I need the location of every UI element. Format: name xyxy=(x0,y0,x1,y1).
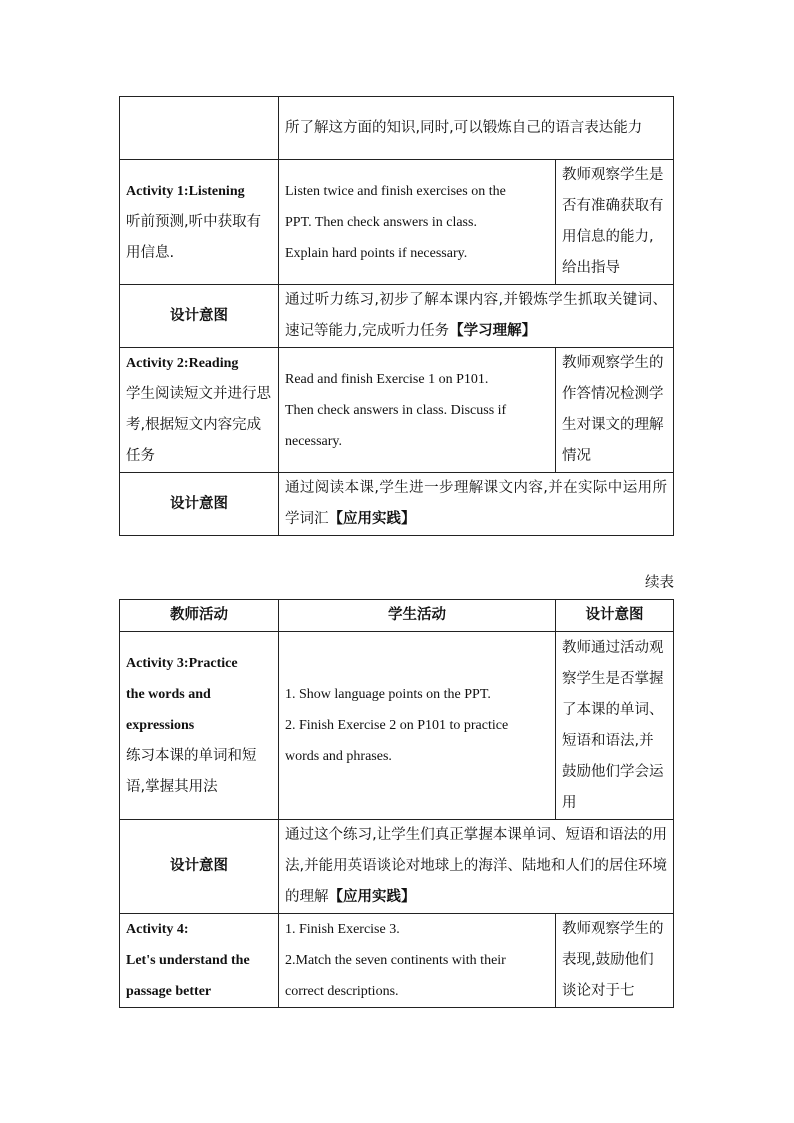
student-activity-cell xyxy=(279,632,556,820)
activity-title: Let's understand the xyxy=(126,953,250,968)
table-header-row xyxy=(120,600,674,632)
student-line: necessary. xyxy=(285,433,343,449)
design-intent-label: 设计意图 xyxy=(120,820,279,914)
activity-description: 学生阅读短文并进行思考,根据短文内容完成任务 xyxy=(126,386,271,464)
table-row xyxy=(120,160,674,285)
lesson-table-bottom xyxy=(119,599,674,1008)
student-line: 2.Match the seven continents with their xyxy=(285,953,506,968)
table-row xyxy=(120,820,674,914)
design-intent-label: 设计意图 xyxy=(120,473,279,536)
student-line: Then check answers in class. Discuss if xyxy=(285,402,507,418)
intent-cell: 教师观察学生的作答情况检测学生对课文的理解情况 xyxy=(556,348,674,473)
header-teacher-activity: 教师活动 xyxy=(120,600,279,632)
student-activity-cell xyxy=(279,914,556,1008)
table-row xyxy=(120,285,674,348)
student-line: 1. Finish Exercise 3. xyxy=(285,922,400,937)
design-intent-tag: 【学习理解】 xyxy=(449,323,537,339)
design-intent-text xyxy=(279,820,674,914)
student-line: Read and finish Exercise 1 on P101. xyxy=(285,371,489,387)
activity-title: the words and xyxy=(126,687,211,702)
lesson-table-top xyxy=(119,96,674,536)
table-row xyxy=(120,632,674,820)
teacher-activity-cell xyxy=(120,632,279,820)
student-activity-cell xyxy=(279,160,556,285)
student-line: 1. Show language points on the PPT. xyxy=(285,687,491,702)
empty-cell xyxy=(120,97,279,160)
design-intent-label: 设计意图 xyxy=(120,285,279,348)
intent-cell: 教师观察学生是否有准确获取有用信息的能力,给出指导 xyxy=(556,160,674,285)
student-line: Explain hard points if necessary. xyxy=(285,245,468,261)
table-row xyxy=(120,97,674,160)
intent-cell: 教师通过活动观察学生是否掌握了本课的单词、短语和语法,并鼓励他们学会运用 xyxy=(556,632,674,820)
table-row xyxy=(120,348,674,473)
design-intent-tag: 【应用实践】 xyxy=(328,889,416,905)
header-design-intent: 设计意图 xyxy=(556,600,674,632)
design-intent-text xyxy=(279,285,674,348)
activity-description: 练习本课的单词和短语,掌握其用法 xyxy=(126,748,257,795)
design-intent-body: 通过这个练习,让学生们真正掌握本课单词、短语和语法的用法,并能用英语谈论对地球上的海洋、陆地和人们的居住环境的理解 xyxy=(285,827,667,905)
design-intent-tag: 【应用实践】 xyxy=(328,511,416,527)
activity-title: Activity 2:Reading xyxy=(126,356,239,371)
header-student-activity: 学生活动 xyxy=(279,600,556,632)
student-activity-cell xyxy=(279,348,556,473)
design-intent-text xyxy=(279,473,674,536)
student-line: correct descriptions. xyxy=(285,984,399,999)
table-row xyxy=(120,914,674,1008)
continued-label: 续表 xyxy=(645,575,674,591)
activity-title: passage better xyxy=(126,984,212,999)
teacher-activity-cell xyxy=(120,914,279,1008)
student-line: 2. Finish Exercise 2 on P101 to practice xyxy=(285,718,509,733)
student-line: PPT. Then check answers in class. xyxy=(285,214,477,230)
activity-title: expressions xyxy=(126,718,195,733)
activity-title: Activity 4: xyxy=(126,922,189,937)
intent-cell: 教师观察学生的表现,鼓励他们谈论对于七 xyxy=(556,914,674,1008)
continued-text-cell: 所了解这方面的知识,同时,可以锻炼自己的语言表达能力 xyxy=(279,97,674,160)
teacher-activity-cell xyxy=(120,160,279,285)
student-line: words and phrases. xyxy=(285,749,392,764)
activity-description: 听前预测,听中获取有用信息. xyxy=(126,213,262,261)
activity-title: Activity 1:Listening xyxy=(126,183,245,199)
design-intent-body: 通过听力练习,初步了解本课内容,并锻炼学生抓取关键词、速记等能力,完成听力任务 xyxy=(285,292,667,339)
design-intent-body: 通过阅读本课,学生进一步理解课文内容,并在实际中运用所学词汇 xyxy=(285,480,667,527)
activity-title: Activity 3:Practice xyxy=(126,656,238,671)
table-row xyxy=(120,473,674,536)
teacher-activity-cell xyxy=(120,348,279,473)
student-line: Listen twice and finish exercises on the xyxy=(285,183,506,199)
